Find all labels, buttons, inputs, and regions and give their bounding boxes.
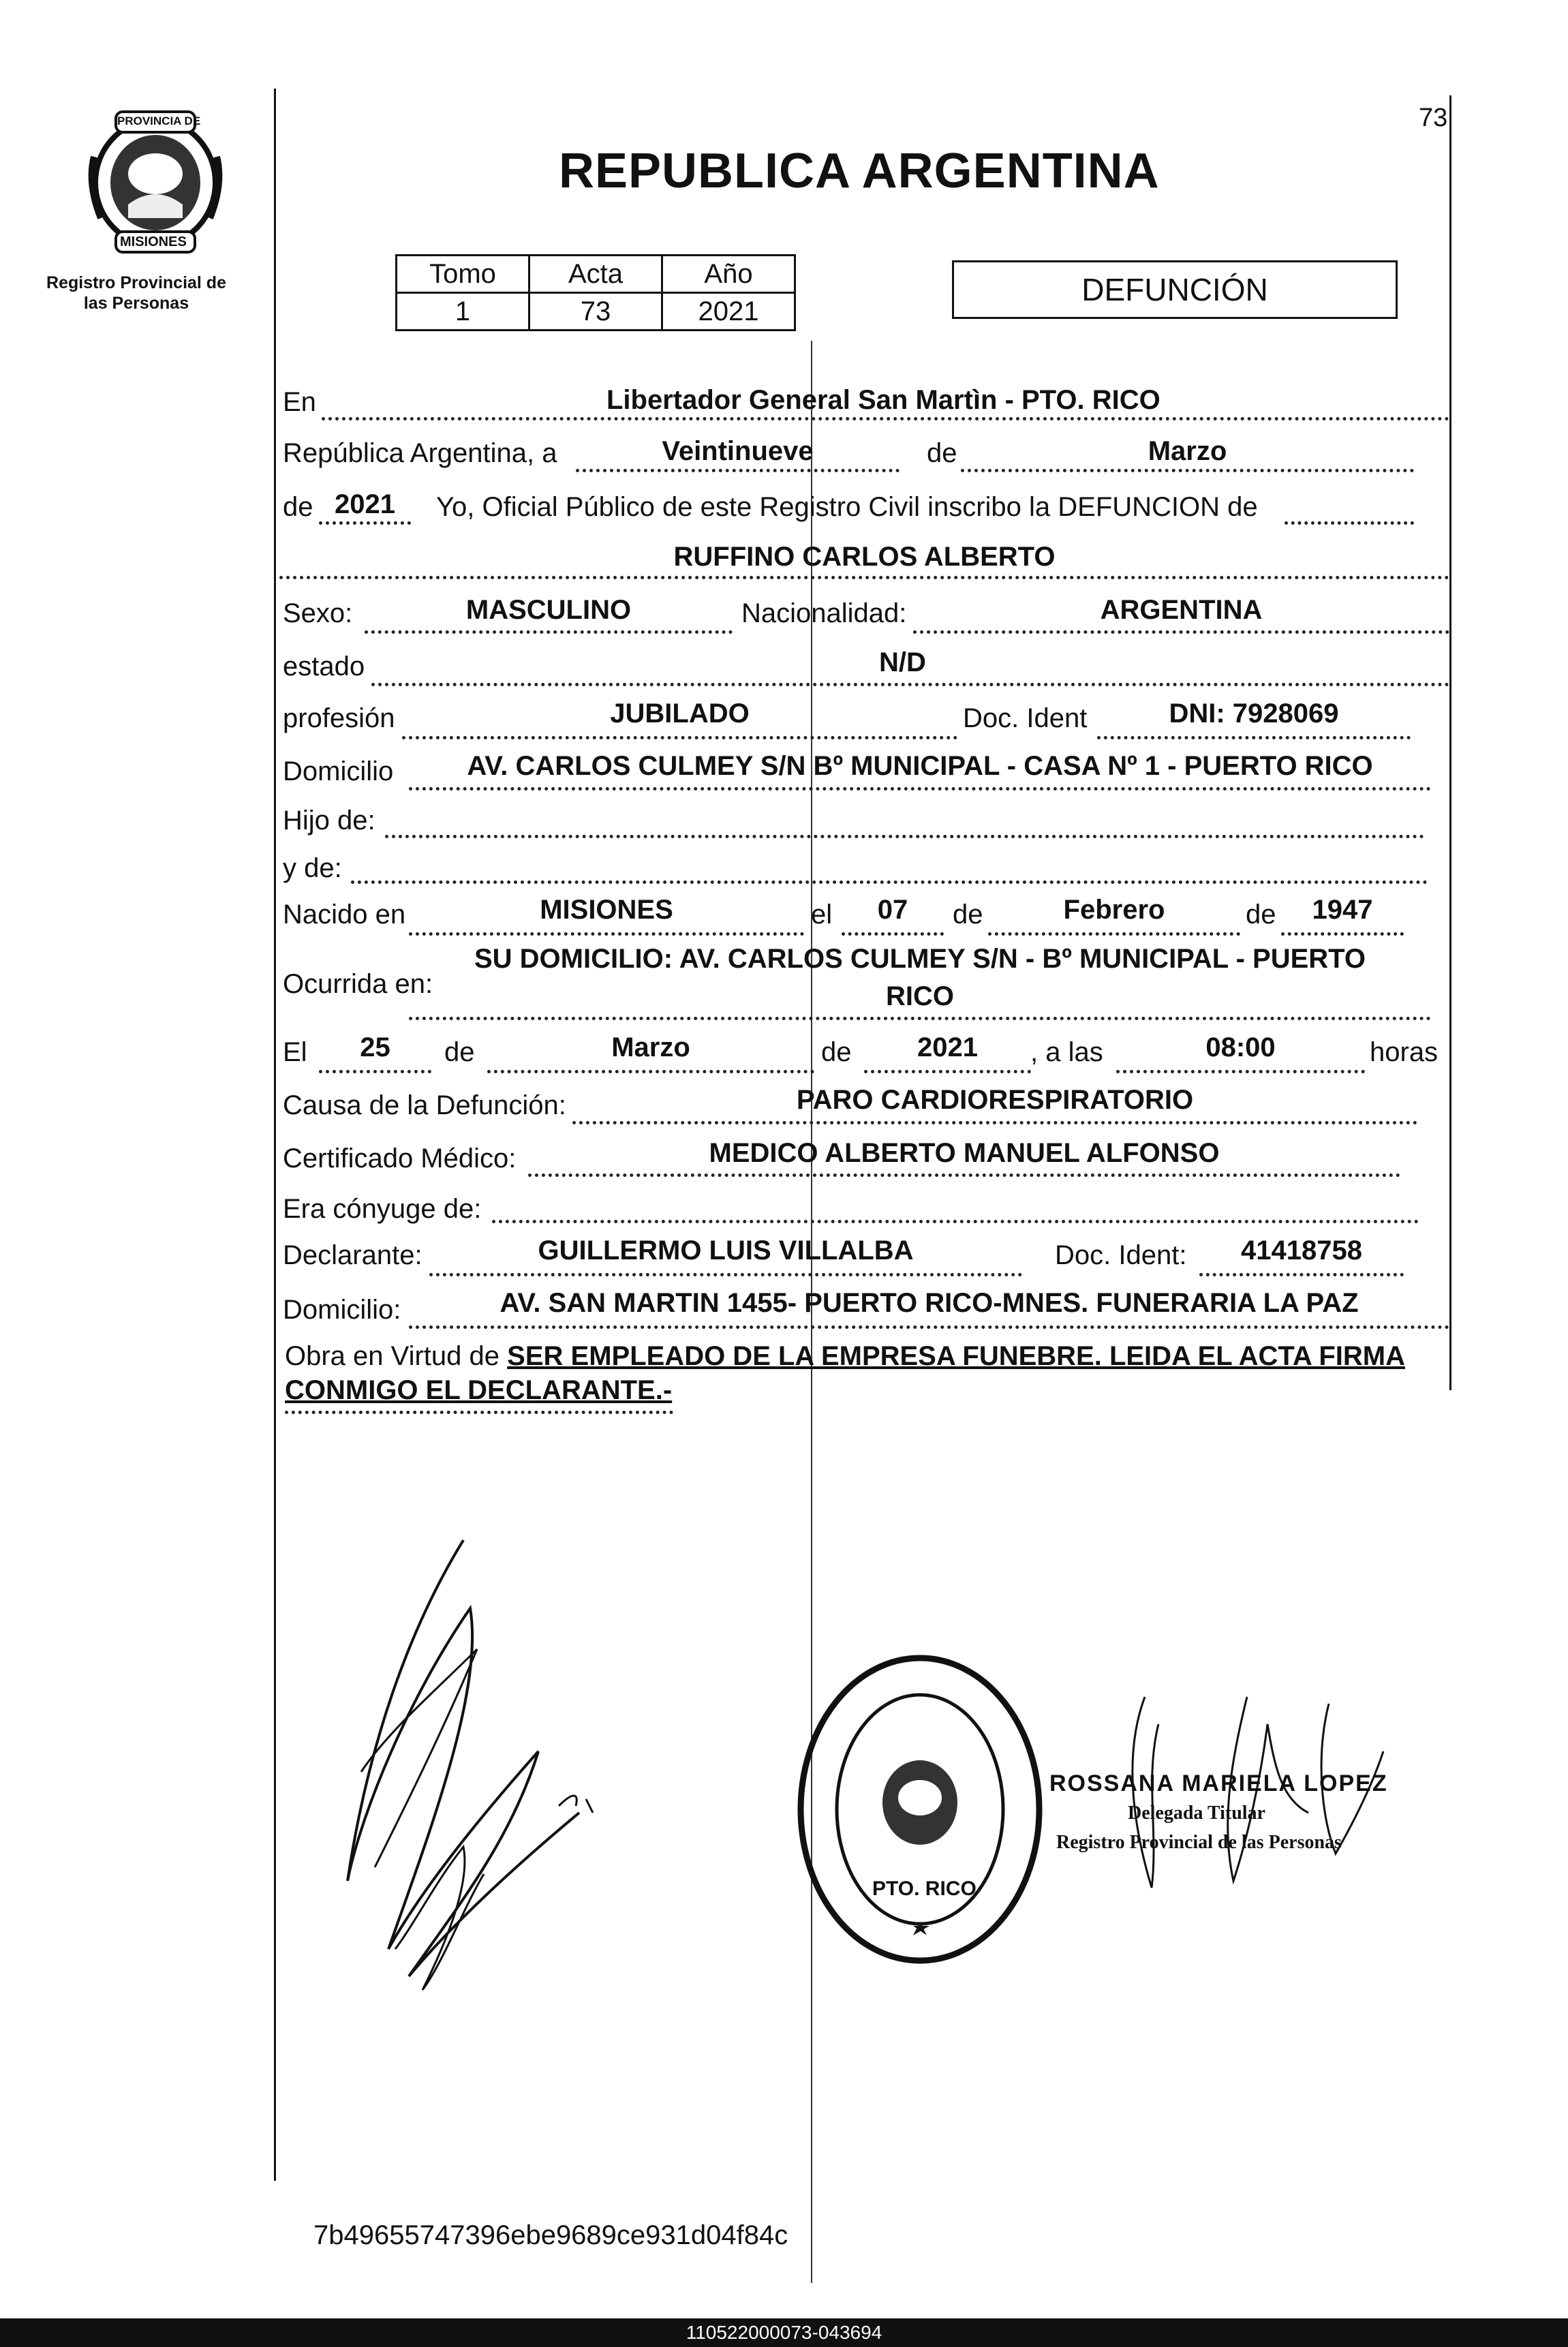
horas-label: horas <box>1370 1037 1439 1067</box>
causa-label: Causa de la Defunción: <box>283 1090 566 1120</box>
hijo-label: Hijo de: <box>283 806 375 835</box>
tomo-value: 1 <box>397 293 529 331</box>
official-stamp-icon <box>790 1649 1049 1969</box>
yo-text: Yo, Oficial Público de este Registro Civil inscribo la DEFUNCION de <box>436 492 1258 522</box>
en-value: Libertador General San Martìn - PTO. RICO <box>606 385 1160 415</box>
death-month: Marzo <box>611 1032 690 1062</box>
doc-dots <box>1097 736 1411 739</box>
profesion-dots <box>402 736 957 739</box>
page-number: 73 <box>1419 104 1448 132</box>
acta-value: 73 <box>529 293 662 331</box>
nacido-dots <box>409 932 804 936</box>
el-label: el <box>811 900 833 930</box>
declarante-label: Declarante: <box>283 1240 422 1270</box>
name-dots <box>279 576 1449 579</box>
ocurrida-dots <box>409 1017 1431 1020</box>
day-words: Veintinueve <box>662 436 814 466</box>
page-title: REPUBLICA ARGENTINA <box>559 144 1160 198</box>
deceased-name: RUFFINO CARLOS ALBERTO <box>673 542 1056 572</box>
death-year: 2021 <box>917 1032 978 1062</box>
left-margin-line <box>274 89 276 2181</box>
ocurrida-label: Ocurrida en: <box>283 969 433 999</box>
estado-value: N/D <box>879 647 926 677</box>
hijo-dots <box>385 835 1424 838</box>
document-hash: 7b49655747396ebe9689ce931d04f84c <box>313 2220 788 2250</box>
death-month-dots <box>487 1070 814 1073</box>
certificado-dots <box>528 1174 1400 1177</box>
nacionalidad-value: ARGENTINA <box>1100 595 1263 625</box>
death-time-dots <box>1116 1070 1365 1073</box>
record-table <box>395 254 796 331</box>
doc2-label: Doc. Ident: <box>1055 1240 1187 1270</box>
death-year-dots <box>864 1070 1031 1073</box>
death-time: 08:00 <box>1205 1032 1276 1062</box>
profesion-label: profesión <box>283 703 395 733</box>
right-margin-line <box>1449 95 1451 1390</box>
ocurrida-value-line1: SU DOMICILIO: AV. CARLOS CULMEY S/N - Bº MUNICIPAL - PUERTO <box>474 944 1366 974</box>
acta-header: Acta <box>529 256 662 293</box>
birth-day-dots <box>842 932 944 936</box>
ano-header: Año <box>662 256 795 293</box>
de-label: de <box>927 438 957 468</box>
birth-day: 07 <box>877 895 908 925</box>
estado-label: estado <box>283 651 365 681</box>
ano-value: 2021 <box>662 293 795 331</box>
doc-value: DNI: 7928069 <box>1169 699 1339 728</box>
day-dots <box>576 469 900 472</box>
birth-year: 1947 <box>1312 895 1373 925</box>
declarante-dots <box>429 1273 1022 1276</box>
doc-label: Doc. Ident <box>963 703 1088 733</box>
obra-value: SER EMPLEADO DE LA EMPRESA FUNEBRE. LEIDA EL ACTA FIRMA CONMIGO EL DECLARANTE.- <box>285 1341 1405 1405</box>
domicilio-label: Domicilio <box>283 756 394 786</box>
death-de1-label: de <box>444 1037 475 1067</box>
footer-code: 110522000073-043694 <box>0 2318 1568 2347</box>
logo-top-text: PROVINCIA DE <box>117 114 201 127</box>
conyuge-dots <box>492 1220 1419 1223</box>
month-dots <box>961 469 1414 472</box>
death-de2-label: de <box>821 1037 852 1067</box>
doc2-dots <box>1199 1273 1404 1276</box>
registry-name: Registro Provincial de las Personas <box>46 273 226 313</box>
official-title: Delegada Titular <box>1128 1803 1265 1824</box>
sexo-value: MASCULINO <box>465 595 632 625</box>
stamp-center-text: PTO. RICO <box>872 1877 977 1900</box>
nacionalidad-label: Nacionalidad: <box>741 598 907 628</box>
year-dots <box>319 521 411 525</box>
official-office: Registro Provincial de las Personas <box>1056 1832 1342 1853</box>
nacido-value: MISIONES <box>540 895 673 925</box>
birth-de2-label: de <box>1246 900 1276 930</box>
logo-bottom-text: MISIONES <box>120 234 187 249</box>
death-day: 25 <box>360 1032 390 1062</box>
ocurrida-value-line2: RICO <box>886 981 954 1011</box>
en-label: En <box>283 387 316 417</box>
domicilio2-label: Domicilio: <box>283 1295 401 1325</box>
sexo-label: Sexo: <box>283 598 353 628</box>
causa-value: PARO CARDIORESPIRATORIO <box>796 1085 1194 1115</box>
birth-month-dots <box>988 932 1240 936</box>
de2-label: de <box>283 492 313 522</box>
tomo-header: Tomo <box>397 256 529 293</box>
certificado-label: Certificado Médico: <box>283 1144 517 1174</box>
obra-label: Obra en Virtud de <box>285 1341 500 1371</box>
yo-dots <box>1285 521 1414 525</box>
el2-label: El <box>283 1037 307 1067</box>
causa-dots <box>572 1121 1417 1124</box>
official-name: ROSSANA MARIELA LOPEZ <box>1049 1770 1388 1796</box>
domicilio2-dots <box>409 1325 1449 1329</box>
domicilio2-value: AV. SAN MARTIN 1455- PUERTO RICO-MNES. FUNERARIA LA PAZ <box>499 1288 1359 1318</box>
yde-label: y de: <box>283 853 342 883</box>
year-value: 2021 <box>335 489 395 519</box>
month-value: Marzo <box>1148 436 1227 466</box>
doc2-value: 41418758 <box>1241 1236 1362 1265</box>
birth-de1-label: de <box>953 900 983 930</box>
republica-label: República Argentina, a <box>283 438 557 468</box>
profesion-value: JUBILADO <box>610 699 750 728</box>
yde-dots <box>351 880 1428 884</box>
birth-month: Febrero <box>1063 895 1165 925</box>
nacionalidad-dots <box>913 630 1449 634</box>
certificado-value: MEDICO ALBERTO MANUEL ALFONSO <box>709 1138 1220 1168</box>
obra-paragraph <box>285 1339 1457 1407</box>
declarante-value: GUILLERMO LUIS VILLALBA <box>538 1236 914 1265</box>
estado-dots <box>371 683 1449 686</box>
domicilio-value: AV. CARLOS CULMEY S/N Bº MUNICIPAL - CASA Nº 1 - PUERTO RICO <box>467 751 1373 781</box>
obra-dots <box>285 1411 673 1414</box>
en-dots <box>322 417 1449 420</box>
conyuge-label: Era cónyuge de: <box>283 1194 482 1224</box>
alas-label: , a las <box>1030 1037 1103 1067</box>
record-type-box: DEFUNCIÓN <box>952 260 1398 319</box>
nacido-label: Nacido en <box>283 900 406 930</box>
birth-year-dots <box>1281 932 1404 936</box>
death-day-dots <box>319 1070 431 1073</box>
declarant-signature-icon <box>307 1527 661 2004</box>
sexo-dots <box>365 630 733 634</box>
domicilio-dots <box>409 787 1431 791</box>
